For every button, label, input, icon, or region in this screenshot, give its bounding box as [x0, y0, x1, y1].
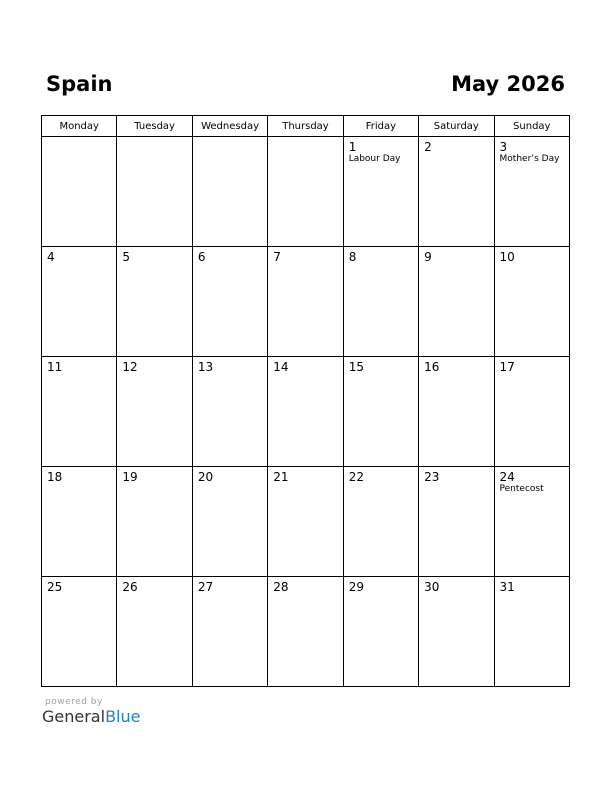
day-cell — [494, 137, 569, 247]
day-cell — [42, 247, 117, 357]
footer-branding — [42, 697, 140, 726]
weekday-friday: Friday — [343, 116, 418, 137]
weekday-wednesday: Wednesday — [192, 116, 267, 137]
day-number: 26 — [122, 580, 138, 594]
day-cell — [494, 577, 569, 687]
day-number: 22 — [348, 470, 364, 484]
day-cell — [42, 577, 117, 687]
day-number: 8 — [348, 250, 357, 264]
day-number — [42, 137, 116, 140]
day-number: 30 — [424, 580, 440, 594]
day-cell — [343, 137, 418, 247]
month-title: May 2026 — [451, 72, 565, 96]
day-cell — [419, 357, 494, 467]
day-number: 15 — [348, 360, 364, 374]
weekday-tuesday: Tuesday — [117, 116, 192, 137]
week-row — [42, 577, 570, 687]
weekday-sunday: Sunday — [494, 116, 569, 137]
day-number: 6 — [197, 250, 206, 264]
day-number: 1 — [348, 140, 357, 154]
day-cell — [419, 247, 494, 357]
day-cell — [268, 137, 343, 247]
week-row — [42, 357, 570, 467]
weekday-header-row — [42, 116, 570, 137]
day-cell — [343, 357, 418, 467]
day-cell — [42, 357, 117, 467]
day-cell — [419, 137, 494, 247]
day-cell — [494, 467, 569, 577]
day-number: 3 — [499, 140, 508, 154]
day-number: 27 — [197, 580, 214, 594]
day-number: 25 — [47, 580, 63, 594]
day-cell — [192, 137, 267, 247]
day-cell — [117, 357, 192, 467]
brand-blue: Blue — [105, 707, 141, 726]
day-number: 16 — [424, 360, 440, 374]
day-number: 17 — [499, 360, 515, 374]
day-cell — [268, 357, 343, 467]
day-number: 12 — [122, 360, 138, 374]
day-cell — [343, 577, 418, 687]
day-number: 23 — [424, 470, 440, 484]
calendar-grid — [41, 115, 570, 687]
day-cell — [117, 467, 192, 577]
day-cell — [192, 467, 267, 577]
day-cell — [42, 467, 117, 577]
day-number: 29 — [348, 580, 364, 594]
day-number: 18 — [47, 470, 63, 484]
day-cell — [117, 137, 192, 247]
day-number: 4 — [47, 250, 55, 264]
week-row — [42, 467, 570, 577]
day-cell — [117, 577, 192, 687]
day-cell — [419, 467, 494, 577]
day-number: 24 — [499, 470, 515, 484]
day-number: 11 — [47, 360, 63, 374]
day-cell — [494, 247, 569, 357]
day-number: 9 — [424, 250, 432, 264]
holiday-label: Labour Day — [348, 154, 401, 164]
brand-logo — [42, 707, 140, 726]
powered-by-text: powered by — [45, 697, 103, 707]
day-number: 14 — [273, 360, 289, 374]
day-number: 5 — [122, 250, 131, 264]
day-cell — [192, 577, 267, 687]
day-number — [268, 137, 342, 140]
day-cell — [268, 467, 343, 577]
weekday-thursday: Thursday — [268, 116, 343, 137]
day-number: 2 — [424, 140, 432, 154]
day-number: 13 — [197, 360, 214, 374]
day-cell — [192, 247, 267, 357]
week-row — [42, 247, 570, 357]
day-cell — [192, 357, 267, 467]
day-cell — [117, 247, 192, 357]
day-number — [193, 137, 267, 140]
day-number: 19 — [122, 470, 138, 484]
day-cell — [419, 577, 494, 687]
day-number: 21 — [273, 470, 289, 484]
day-number: 20 — [197, 470, 214, 484]
day-cell — [343, 467, 418, 577]
week-row — [42, 137, 570, 247]
day-cell — [343, 247, 418, 357]
country-title: Spain — [46, 72, 113, 96]
day-number: 31 — [499, 580, 515, 594]
day-cell — [42, 137, 117, 247]
day-number: 10 — [499, 250, 515, 264]
day-cell — [268, 247, 343, 357]
holiday-label: Mother’s Day — [499, 154, 560, 164]
day-cell — [268, 577, 343, 687]
day-number: 7 — [273, 250, 281, 264]
brand-general: General — [42, 707, 106, 726]
weekday-saturday: Saturday — [419, 116, 494, 137]
day-cell — [494, 357, 569, 467]
holiday-label: Pentecost — [499, 484, 544, 494]
day-number: 28 — [273, 580, 289, 594]
weekday-monday: Monday — [42, 116, 117, 137]
day-number — [117, 137, 191, 140]
